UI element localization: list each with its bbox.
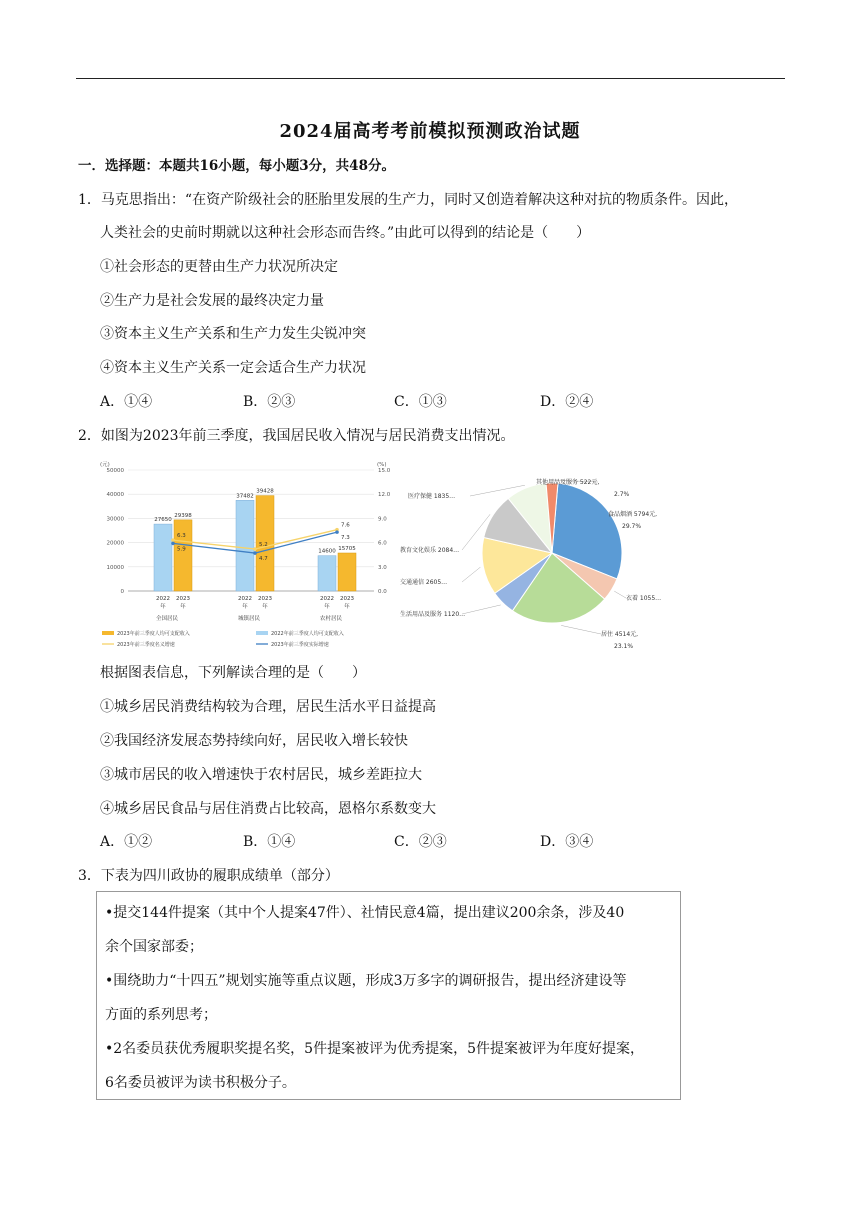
x-tick-label: 2023	[176, 596, 190, 602]
q2-item-4: ④城乡居民食品与居住消费占比较高，恩格尔系数变大	[100, 801, 436, 817]
pie-slice-label: 生活用品及服务 1120…	[400, 611, 466, 618]
q1-option-b[interactable]: B．②③	[243, 394, 296, 410]
q2-prompt: 根据图表信息，下列解读合理的是（ ）	[100, 665, 366, 681]
bar-value-label: 39428	[256, 488, 274, 495]
legend-entry: 2023年前三季度名义增速	[117, 642, 175, 648]
x-tick-label: 年	[262, 604, 268, 610]
q2-option-d[interactable]: D．③④	[540, 834, 594, 850]
q2-stem: 2．如图为2023年前三季度，我国居民收入情况与居民消费支出情况。	[78, 428, 515, 444]
bar-value-label: 37482	[236, 493, 254, 500]
group-label: 城镇居民	[237, 616, 261, 622]
q3-box-line-4: 方面的系列思考；	[105, 1007, 217, 1023]
q2-option-a[interactable]: A．①②	[100, 834, 153, 850]
legend-entry: 2023年前三季度实际增速	[271, 642, 329, 648]
q1-item-4: ④资本主义生产关系一定会适合生产力状况	[100, 360, 366, 376]
legend-swatch	[256, 631, 268, 635]
real-growth-point	[171, 542, 175, 546]
q3-achievement-box	[96, 891, 681, 1100]
real-growth-label: 5.9	[177, 546, 186, 553]
real-growth-point	[253, 551, 257, 555]
y2-tick-label: 15.0	[378, 468, 391, 474]
y-tick-label: 40000	[106, 492, 124, 499]
pie-slice-label: 其他用品及服务 522元,	[536, 479, 600, 486]
x-tick-label: 2022	[320, 596, 334, 602]
y2-tick-label: 12.0	[378, 492, 391, 499]
q1-option-d[interactable]: D．②④	[540, 394, 594, 410]
y-axis-unit: (元)	[100, 462, 110, 468]
nominal-growth-point	[253, 547, 257, 551]
pie-slice-label: 交通通信 2605…	[400, 579, 448, 586]
nominal-growth-label: 6.3	[177, 533, 186, 540]
y2-tick-label: 6.0	[378, 540, 387, 547]
x-tick-label: 年	[242, 604, 248, 610]
q2-item-3: ③城市居民的收入增速快于农村居民，城乡差距拉大	[100, 767, 422, 783]
bar-value-label: 27650	[154, 517, 172, 524]
page-title: 2024届高考考前模拟预测政治试题	[279, 121, 581, 142]
real-growth-label: 4.7	[259, 556, 268, 563]
pie-slice-label: 衣着 1055…	[626, 595, 662, 602]
legend-swatch	[102, 631, 114, 635]
q2-charts	[96, 458, 696, 658]
pie-slice-percent: 29.7%	[622, 523, 642, 530]
y-tick-label: 10000	[106, 564, 124, 571]
pie-leader-line	[462, 605, 501, 614]
pie-slice-label: 教育文化娱乐 2084…	[400, 547, 460, 554]
q2-option-b[interactable]: B．①④	[243, 834, 296, 850]
x-tick-label: 2022	[156, 596, 170, 602]
x-tick-label: 2023	[258, 596, 272, 602]
group-label: 全国居民	[155, 616, 179, 622]
y2-tick-label: 9.0	[378, 516, 387, 523]
q1-item-3: ③资本主义生产关系和生产力发生尖锐冲突	[100, 326, 366, 342]
pie-leader-line	[614, 591, 626, 598]
q1-option-a[interactable]: A．①④	[100, 394, 153, 410]
x-tick-label: 2022	[238, 596, 252, 602]
bar-value-label: 14600	[318, 548, 336, 555]
real-growth-point	[335, 530, 339, 534]
legend-entry: 2023年前三季度人均可支配收入	[117, 631, 190, 637]
nominal-growth-label: 7.6	[341, 522, 350, 529]
x-tick-label: 年	[344, 604, 350, 610]
pie-slice-label: 食品烟酒 5794元,	[608, 511, 658, 518]
q1-stem-line1: 1．马克思指出：“在资产阶级社会的胚胎里发展的生产力，同时又创造着解决这种对抗的物质条件。因此，	[78, 192, 739, 208]
x-tick-label: 年	[180, 604, 186, 610]
y2-tick-label: 3.0	[378, 564, 387, 571]
bar-2022	[318, 556, 336, 591]
section-heading: 一．选择题：本题共16小题，每小题3分，共48分。	[78, 158, 395, 174]
bar-2023	[338, 553, 356, 591]
y2-tick-label: 0.0	[378, 589, 387, 595]
top-rule	[76, 78, 785, 79]
real-growth-label: 7.3	[341, 535, 350, 542]
y-tick-label: 20000	[106, 540, 124, 547]
y-tick-label: 30000	[106, 516, 124, 523]
q3-box-line-2: 余个国家部委；	[105, 939, 203, 955]
pie-leader-line	[462, 567, 480, 582]
bar-value-label: 29398	[174, 512, 192, 519]
q1-item-2: ②生产力是社会发展的最终决定力量	[100, 293, 324, 309]
q3-box-line-3: •围绕助力“十四五”规划实施等重点议题，形成3万多字的调研报告，提出经济建设等	[105, 973, 627, 989]
q3-box-line-5: •2名委员获优秀履职奖提名奖，5件提案被评为优秀提案，5件提案被评为年度好提案，	[105, 1041, 644, 1057]
q3-stem: 3．下表为四川政协的履职成绩单（部分）	[78, 868, 339, 884]
income-bar-chart	[96, 458, 396, 658]
group-label: 农村居民	[319, 616, 343, 622]
x-tick-label: 年	[160, 604, 166, 610]
q2-item-1: ①城乡居民消费结构较为合理，居民生活水平日益提高	[100, 699, 436, 715]
x-tick-label: 年	[324, 604, 330, 610]
q1-option-c[interactable]: C．①③	[394, 394, 447, 410]
bar-2022	[154, 524, 172, 591]
legend-entry: 2022年前三季度人均可支配收入	[271, 631, 344, 637]
bar-2022	[236, 500, 254, 591]
x-tick-label: 2023	[340, 596, 354, 602]
q3-box-line-6: 6名委员被评为读书积极分子。	[105, 1075, 296, 1091]
bar-value-label: 15705	[338, 545, 356, 552]
pie-leader-line	[561, 625, 601, 634]
q2-option-c[interactable]: C．②③	[394, 834, 447, 850]
q2-item-2: ②我国经济发展态势持续向好，居民收入增长较快	[100, 733, 408, 749]
q1-stem-line2: 人类社会的史前时期就以这种社会形态而告终。”由此可以得到的结论是（ ）	[100, 225, 591, 241]
pie-slice-label: 居住 4514元,	[601, 631, 639, 638]
nominal-growth-label: 5.2	[259, 542, 268, 549]
q3-box-line-1: •提交144件提案（其中个人提案47件）、社情民意4篇，提出建议200余条，涉及40	[105, 905, 625, 921]
y-tick-label: 50000	[106, 468, 124, 474]
pie-slice-label: 医疗保健 1835…	[408, 493, 456, 500]
pie-slice-percent: 2.7%	[614, 491, 630, 498]
bar-2023	[174, 520, 192, 591]
q1-item-1: ①社会形态的更替由生产力状况所决定	[100, 259, 338, 275]
nominal-growth-point	[171, 538, 175, 542]
y2-axis-unit: (%)	[377, 462, 387, 468]
y-tick-label: 0	[120, 589, 124, 595]
pie-slice-percent: 23.1%	[614, 643, 634, 650]
consumption-pie-chart	[396, 458, 696, 658]
